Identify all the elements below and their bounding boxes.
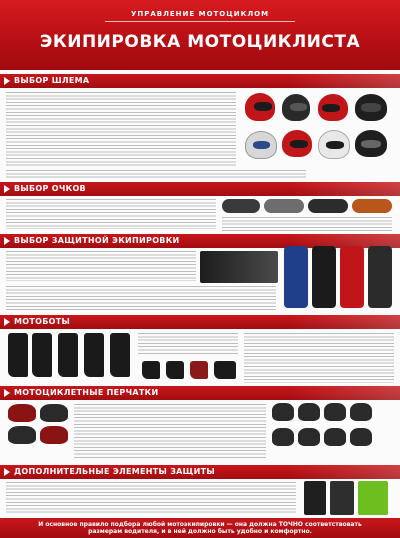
boot-image-3 [58,333,78,377]
poster-subtitle: УПРАВЛЕНИЕ МОТОЦИКЛОМ [130,10,270,18]
boot-image-6 [142,361,160,379]
boot-image-7 [166,361,184,379]
suit-image-3 [340,246,364,308]
header-banner [0,0,400,70]
glove-image-7 [324,403,346,421]
helmet-text-block-2 [6,170,306,180]
boot-image-8 [190,361,208,379]
protector-image-3 [358,481,388,515]
section-header-helmet [0,74,400,88]
glove-image-5 [272,403,294,421]
section-title-protection: ВЫБОР ЗАЩИТНОЙ ЭКИПИРОВКИ [14,236,180,245]
jacket-image [200,251,278,283]
helmet-image-1 [245,93,275,121]
arrow-icon [4,237,10,245]
section-title-gloves: МОТОЦИКЛЕТНЫЕ ПЕРЧАТКИ [14,388,159,397]
helmet-image-6 [282,130,312,157]
glove-image-1 [8,404,36,422]
section-title-boots: МОТОБОТЫ [14,317,71,326]
section-header-boots [0,315,400,329]
goggles-text-block [6,199,216,229]
boot-image-5 [110,333,130,377]
arrow-icon [4,318,10,326]
section-header-extra [0,465,400,479]
glove-image-2 [40,404,68,422]
footer-line-1: И основное правило подбора любой мотоэкипировки — она должна ТОЧНО соответствовать [38,521,362,528]
section-header-protection [0,234,400,248]
suit-image-1 [284,246,308,308]
footer-banner [0,518,400,538]
section-title-extra: ДОПОЛНИТЕЛЬНЫЕ ЭЛЕМЕНТЫ ЗАЩИТЫ [14,467,215,476]
glove-image-11 [324,428,346,446]
suit-image-2 [312,246,336,308]
glove-image-4 [40,426,68,444]
helmet-image-8 [355,130,387,157]
glove-image-10 [298,428,320,446]
subtitle-divider [105,21,295,22]
helmet-image-4 [355,94,387,121]
gloves-text-block [74,404,266,460]
glove-image-9 [272,428,294,446]
suit-image-4 [368,246,392,308]
boot-image-1 [8,333,28,377]
goggles-image-4 [352,199,392,213]
section-header-gloves [0,386,400,400]
section-title-helmet: ВЫБОР ШЛЕМА [14,76,90,85]
helmet-image-2 [282,94,310,121]
protection-text-block-2 [6,286,276,312]
goggles-image-1 [222,199,260,213]
helmet-image-5 [245,131,277,159]
glove-image-6 [298,403,320,421]
glove-image-3 [8,426,36,444]
boot-image-2 [32,333,52,377]
section-header-goggles [0,182,400,196]
glove-image-12 [350,428,372,446]
protector-image-1 [304,481,326,515]
extra-text-block [6,482,296,514]
arrow-icon [4,389,10,397]
arrow-icon [4,185,10,193]
arrow-icon [4,77,10,85]
section-title-goggles: ВЫБОР ОЧКОВ [14,184,86,193]
glove-image-8 [350,403,372,421]
boots-text-block-1 [138,333,238,355]
helmet-image-3 [318,94,348,121]
boots-text-block-2 [244,333,394,383]
poster-title: ЭКИПИРОВКА МОТОЦИКЛИСТА [39,32,361,52]
helmet-image-7 [318,130,350,159]
goggles-text-block-2 [222,217,392,231]
protector-image-2 [330,481,354,515]
footer-line-2: размерам водителя, и в ней должно быть удобно и комфортно. [88,528,312,535]
helmet-text-block [6,92,236,167]
boot-image-9 [214,361,236,379]
boot-image-4 [84,333,104,377]
protection-text-block-1 [6,251,196,281]
arrow-icon [4,468,10,476]
goggles-image-2 [264,199,304,213]
goggles-image-3 [308,199,348,213]
